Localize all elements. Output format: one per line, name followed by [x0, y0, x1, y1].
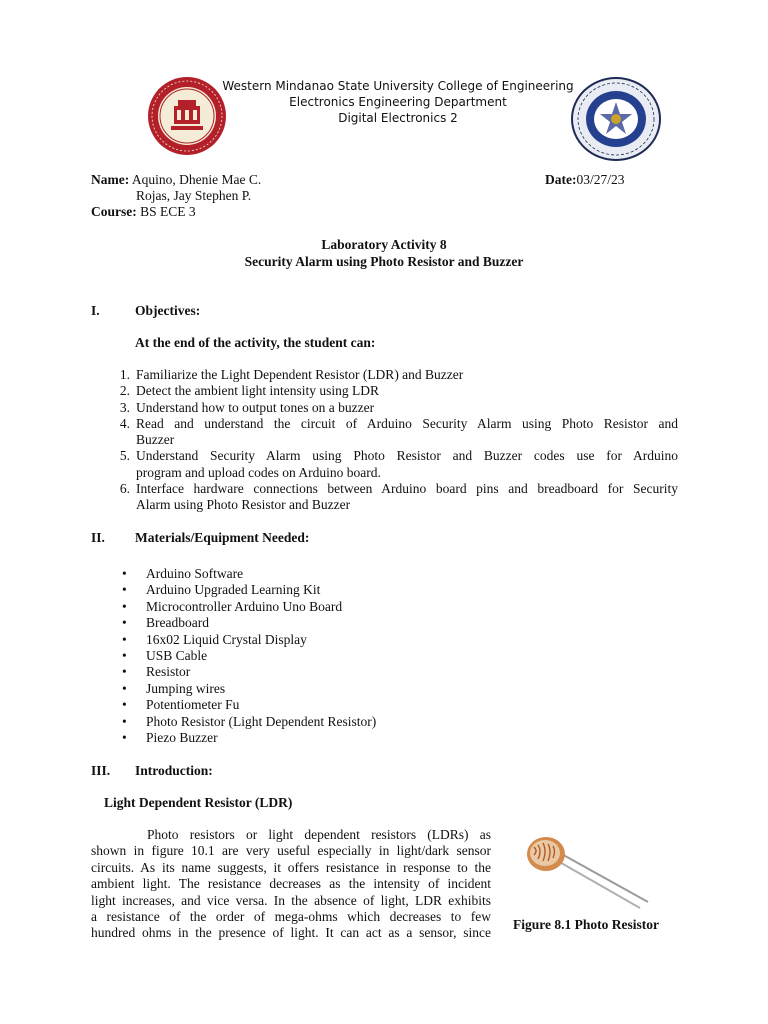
name-block	[91, 172, 261, 220]
student-name-1: Aquino, Dhenie Mae C.	[131, 172, 262, 187]
header-block	[200, 78, 596, 126]
list-item: • Resistor	[122, 664, 191, 680]
ldr-subheading: Light Dependent Resistor (LDR)	[104, 795, 293, 810]
list-item: • 16x02 Liquid Crystal Display	[122, 631, 307, 647]
list-item: 2. Detect the ambient light intensity using LDR	[119, 383, 379, 399]
name-label: Name:	[91, 172, 130, 187]
figure-caption: Figure 8.1 Photo Resistor	[513, 917, 659, 932]
date-label: Date:	[545, 172, 577, 187]
list-item: • Arduino Software	[122, 566, 244, 581]
list-item: 5. Understand Security Alarm using Photo Resistor and Buzzer codes use for Arduino program and upload codes on Arduino board.	[119, 448, 678, 480]
list-item: • USB Cable	[122, 648, 208, 664]
section-3-heading: Introduction:	[135, 763, 213, 778]
section-2-numeral: II.	[91, 530, 105, 545]
ldr-paragraph: Photo resistors or light dependent resistors (LDRs) as shown in figure 10.1 are very useful especially in light/dark sensor circuits. As its name suggests, it offers resistance in response to the ambient light. The resistance decreases as the intensity of incident light increases, and vice versa. In the absence of light, LDR exhibits a resistance of the order of mega-ohms which decreases to few hundred ohms in the presence of light. It can act as a sensor, since	[91, 827, 491, 941]
department-name: Electronics Engineering Department	[289, 95, 507, 109]
objectives-list	[110, 367, 678, 514]
list-item: • Jumping wires	[122, 680, 226, 696]
list-item: • Photo Resistor (Light Dependent Resistor)	[122, 713, 377, 729]
list-item: 6. Interface hardware connections between Arduino board pins and breadboard for Security Alarm using Photo Resistor and Buzzer	[119, 481, 678, 513]
list-item: • Potentiometer Fu	[122, 697, 240, 713]
section-1-numeral: I.	[91, 303, 100, 318]
ece-seal-logo	[570, 76, 662, 162]
date-block	[545, 172, 625, 188]
list-item: 4. Read and understand the circuit of Arduino Security Alarm using Photo Resistor and Buzzer	[119, 415, 678, 448]
list-item: • Piezo Buzzer	[122, 730, 218, 746]
date-value: 03/27/23	[576, 172, 625, 187]
title-line-1: Laboratory Activity 8	[321, 237, 447, 252]
list-item: • Microcontroller Arduino Uno Board	[122, 598, 343, 614]
materials-list	[122, 566, 376, 746]
title-line-2: Security Alarm using Photo Resistor and Buzzer	[244, 254, 524, 269]
photo-resistor-image	[518, 830, 668, 910]
section-3-numeral: III.	[91, 763, 111, 778]
document-title	[0, 236, 768, 270]
section-1-intro: At the end of the activity, the student can:	[135, 335, 376, 350]
section-2-heading: Materials/Equipment Needed:	[135, 530, 310, 545]
course-value: BS ECE 3	[140, 204, 196, 219]
course-title: Digital Electronics 2	[338, 111, 458, 125]
university-name: Western Mindanao State University College of Engineering	[222, 79, 574, 93]
list-item: • Arduino Upgraded Learning Kit	[122, 582, 321, 598]
list-item: 1. Familiarize the Light Dependent Resistor (LDR) and Buzzer	[119, 367, 464, 382]
list-item: • Breadboard	[122, 615, 209, 631]
course-label: Course:	[91, 204, 137, 219]
section-1-heading: Objectives:	[135, 303, 201, 318]
list-item: 3. Understand how to output tones on a buzzer	[119, 399, 375, 415]
student-name-2: Rojas, Jay Stephen P.	[136, 188, 252, 203]
